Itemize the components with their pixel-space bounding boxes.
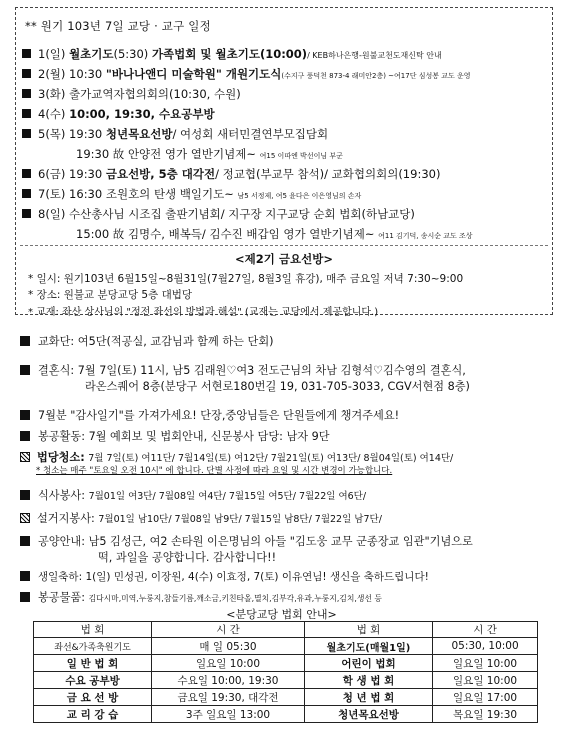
service-schedule-table (33, 621, 538, 723)
table-header-row (34, 622, 538, 638)
table-row: 좌선&가족축원기도 매 일 05:30 월초기도(매월1일) 05:30, 10:00 (34, 638, 538, 655)
table-row: 수요 공부방 수요일 10:00, 19:30 학 생 법 회 일요일 10:00 (34, 672, 538, 689)
square-bullet-icon (22, 69, 31, 78)
schedule-line: 1(일) 월초기도(5:30) 가족법회 및 월초기도(10:00)/ KEB하나은행-원불교천도재신탁 안내 (22, 46, 442, 62)
special-title: <제2기 금요선방> (235, 252, 333, 266)
square-bullet-icon (22, 89, 31, 98)
square-bullet-icon (20, 571, 30, 581)
notice-item: 봉공물품: 김다시마,미역,누룽지,참들기름,깨소금,키친타올,멸치,김부각,유과,누룽지,김치,생선 등 (20, 589, 382, 605)
table-header: 법 회 (304, 622, 432, 638)
hatched-bullet-icon (20, 452, 30, 462)
divider (20, 245, 548, 246)
square-bullet-icon (22, 129, 31, 138)
table-row: 교 리 강 습 3주 일요일 13:00 청년목요선방 목요일 19:30 (34, 706, 538, 723)
square-bullet-icon (22, 189, 31, 198)
notice-item: 봉공활동: 7월 예회보 및 법회안내, 신문봉사 담당: 남자 9단 (20, 428, 330, 444)
table-header: 시 간 (433, 622, 538, 638)
notice-item: 결혼식: 7월 7일(토) 11시, 남5 김래원♡여3 전도근님의 차남 김형석♡김수영의 결혼식, 라온스퀘어 8층(분당구 서현로180번길 19, 031-705-3033, CGV서현점 8층) (20, 362, 466, 378)
square-bullet-icon (20, 365, 30, 375)
square-bullet-icon (20, 490, 30, 500)
special-note: * 일시: 원기103년 6월15일~8월31일(7월27일, 8월3일 휴강), 매주 금요일 저녁 7:30~9:00 (28, 273, 464, 285)
schedule-line: 2(월) 10:30 "바나나앤디 미술학원" 개원기도식(수지구 풍덕천 873-4 래미안2층) ~여17단 심성봉 교도 운영 (22, 66, 470, 82)
notice-item: 법당청소: 7월 7일(토) 여11단/ 7월14일(토) 여12단/ 7월21일(토) 여13단/ 8월04일(토) 여14단/ * 청소는 매주 "토요일 오전 10시" 에 합니다. 단별 사정에 따라 요일 및 시간 변경이 가능합니다. (20, 449, 453, 465)
notice-item: 생일축하: 1(일) 민성권, 이장원, 4(수) 이효정, 7(토) 이유연님! 생신을 축하드립니다! (20, 569, 429, 584)
square-bullet-icon (22, 109, 31, 118)
schedule-line: 19:30 故 안양전 영가 열반기념제~ 여15 이따엔 박선이님 부군 (76, 147, 343, 161)
notice-item: 식사봉사: 7월01일 여3단/ 7월08일 여4단/ 7월15일 여5단/ 7월22일 여6단/ (20, 487, 366, 503)
square-bullet-icon (22, 169, 31, 178)
notice-item: 교화단: 여5단(적공실, 교감님과 함께 하는 단회) (20, 333, 274, 349)
schedule-line: 3(화) 출가교역자협의회의(10:30, 수원) (22, 86, 241, 102)
notice-item: 공양안내: 남5 김성근, 여2 손타원 이은명님의 아들 "김도웅 교무 군종장교 임관"기념으로 떡, 과일을 공양합니다. 감사합니다!! (20, 533, 473, 549)
square-bullet-icon (20, 336, 30, 346)
hatched-bullet-icon (20, 513, 30, 523)
notice-item: 7월분 "감사일기"를 가져가세요! 단장,중앙님들은 단원들에게 챙겨주세요! (20, 407, 399, 423)
notice-item: 설거지봉사: 7월01일 남10단/ 7월08일 남9단/ 7월15일 남8단/ 7월22일 남7단/ (20, 510, 382, 526)
schedule-line: 8(일) 수산총사님 시조집 출판기념회/ 지구장 지구교당 순회 법회(하남교당) (22, 206, 415, 222)
schedule-line: 7(토) 16:30 조원호의 탄생 백일기도~ 남5 서정제, 여5 윤다은 이은영님의 손자 (22, 186, 361, 202)
square-bullet-icon (22, 49, 31, 58)
table-header: 법 회 (34, 622, 152, 638)
schedule-line: 4(수) 10:00, 19:30, 수요공부방 (22, 106, 215, 122)
square-bullet-icon (22, 209, 31, 218)
schedule-line: 6(금) 19:30 금요선방, 5층 대각전/ 정교협(부교무 참석)/ 교화협의회의(19:30) (22, 166, 440, 182)
square-bullet-icon (20, 592, 30, 602)
square-bullet-icon (20, 410, 30, 420)
schedule-title: ** 원기 103년 7일 교당 · 교구 일정 (25, 19, 211, 33)
square-bullet-icon (20, 431, 30, 441)
table-caption: <분당교당 법회 안내> (226, 608, 337, 621)
schedule-box (15, 7, 553, 318)
square-bullet-icon (20, 536, 30, 546)
special-note: * 교재: 좌산 상사님의 "정전 좌선의 방법과 해설" (교재는 교당에서 제공합니다.) (28, 307, 379, 318)
table-row: 금 요 선 방 금요일 19:30, 대각전 청 년 법 회 일요일 17:00 (34, 689, 538, 706)
special-note: * 장소: 원불교 분당교당 5층 대법당 (28, 289, 193, 301)
schedule-line: 15:00 故 김명수, 배복득/ 김수진 배갑임 영가 열반기념제~ 여11 김기덕, 송시순 교도 조상 (76, 227, 473, 241)
schedule-line: 5(목) 19:30 청년목요선방/ 여성회 새터민결연부모집담회 (22, 126, 328, 142)
table-row: 일 반 법 회 일요일 10:00 어린이 법회 일요일 10:00 (34, 655, 538, 672)
table-header: 시 간 (152, 622, 305, 638)
